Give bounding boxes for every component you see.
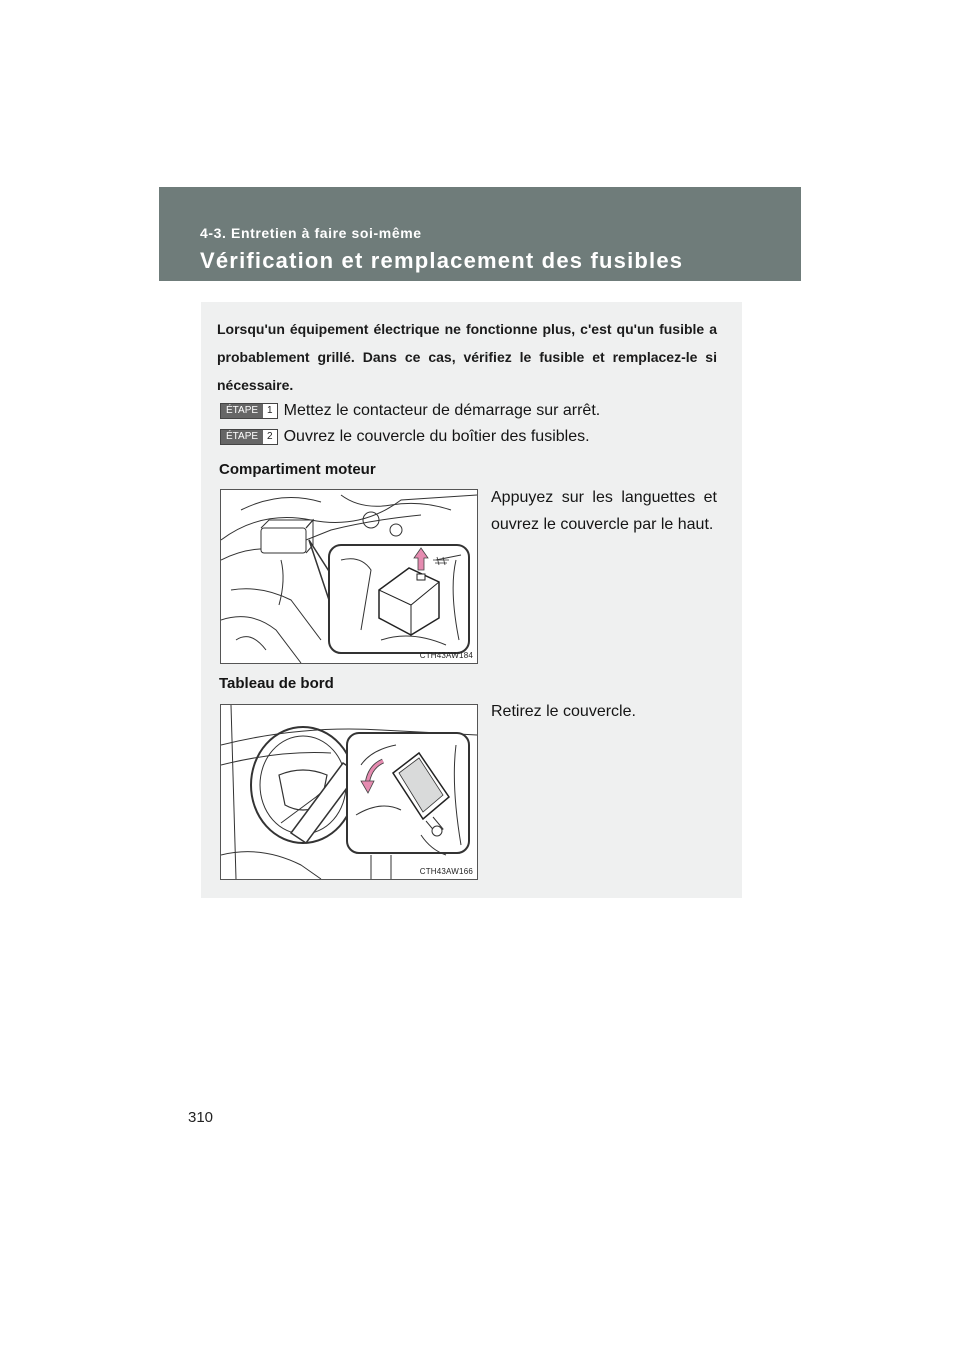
step-text: Ouvrez le couvercle du boîtier des fusibles. — [283, 428, 590, 445]
page-title: Vérification et remplacement des fusibles — [200, 248, 684, 273]
figure-code: CTH43AW184 — [419, 651, 473, 660]
engine-bay-drawing — [221, 490, 477, 663]
step-1 — [220, 400, 600, 422]
page-number: 310 — [188, 1109, 214, 1126]
dashboard-heading: Tableau de bord — [219, 675, 334, 692]
intro-text: Lorsqu'un équipement électrique ne fonctionne plus, c'est qu'un fusible a probablement grillé. Dans ce cas, vérifiez le fusible et remplacez-le si nécessaire. — [217, 321, 717, 393]
step-badge: ÉTAPE 1 — [220, 403, 278, 419]
engine-fuse-box-illustration — [220, 489, 478, 664]
step-text: Mettez le contacteur de démarrage sur arrêt. — [283, 402, 601, 419]
dashboard-instruction: Retirez le couvercle. — [491, 703, 636, 720]
dashboard-drawing — [221, 705, 477, 879]
engine-compartment-instruction: Appuyez sur les languettes et ouvrez le couvercle par le haut. — [491, 489, 717, 533]
chapter-header — [159, 187, 801, 281]
figure-code: CTH43AW166 — [419, 867, 473, 876]
dashboard-fuse-cover-illustration — [220, 704, 478, 880]
step-badge: ÉTAPE 2 — [220, 429, 278, 445]
section-label: 4-3. Entretien à faire soi-même — [200, 225, 422, 241]
engine-compartment-heading: Compartiment moteur — [219, 461, 376, 478]
content-panel — [201, 302, 742, 898]
step-2 — [220, 426, 590, 448]
